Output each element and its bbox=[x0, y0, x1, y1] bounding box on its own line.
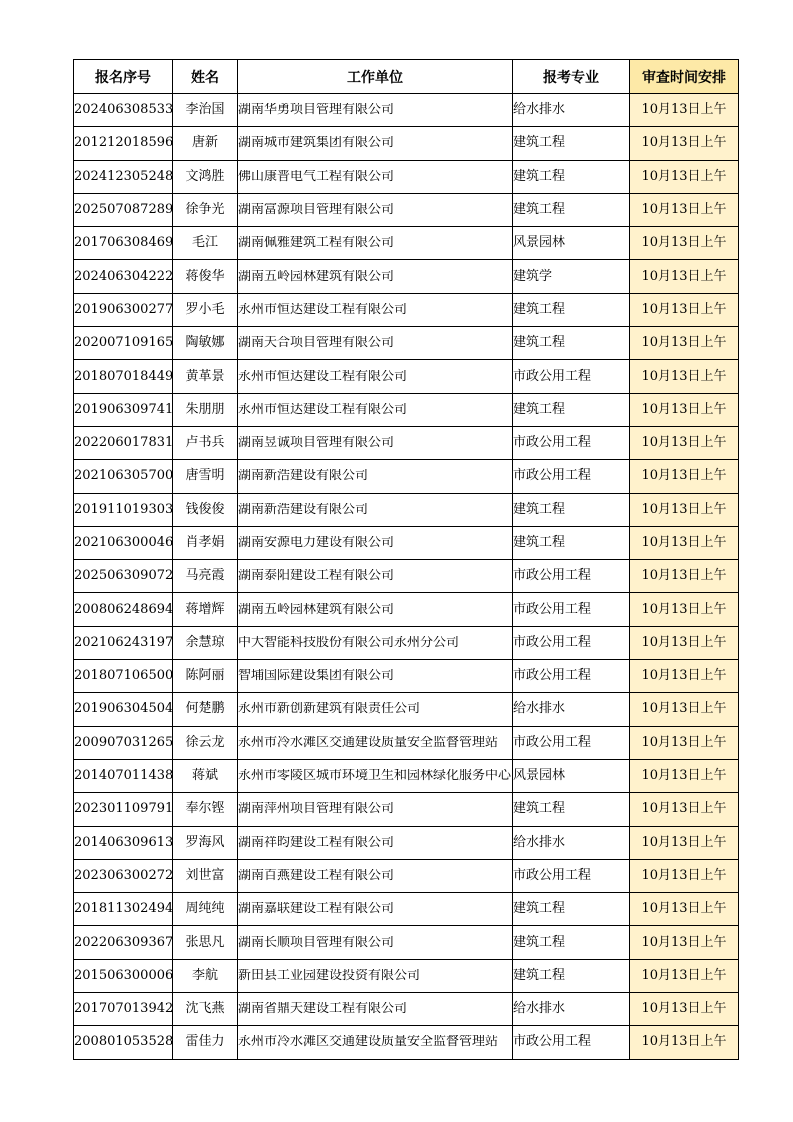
header-registration-no: 报名序号 bbox=[74, 60, 173, 94]
registration-no-cell: 202412305248 bbox=[74, 160, 173, 193]
work-unit-cell bbox=[238, 726, 513, 759]
table-row bbox=[74, 959, 739, 992]
work-unit-text: 湖南安源电力建设有限公司 bbox=[238, 536, 395, 550]
review-time-cell: 10月13日上午 bbox=[630, 926, 739, 959]
name-cell: 蒋增辉 bbox=[173, 593, 238, 626]
table-row bbox=[74, 426, 739, 459]
registration-no-cell: 201807106500 bbox=[74, 660, 173, 693]
major-cell: 给水排水 bbox=[513, 993, 630, 1026]
registration-no-cell: 202506309072 bbox=[74, 560, 173, 593]
major-cell: 市政公用工程 bbox=[513, 660, 630, 693]
major-cell: 给水排水 bbox=[513, 94, 630, 127]
table-header bbox=[74, 60, 739, 94]
major-cell: 市政公用工程 bbox=[513, 426, 630, 459]
review-time-cell: 10月13日上午 bbox=[630, 127, 739, 160]
table-row bbox=[74, 493, 739, 526]
work-unit-cell bbox=[238, 626, 513, 659]
name-cell: 黄革景 bbox=[173, 360, 238, 393]
work-unit-cell bbox=[238, 893, 513, 926]
name-cell: 雷佳力 bbox=[173, 1026, 238, 1059]
table-row bbox=[74, 227, 739, 260]
work-unit-cell bbox=[238, 759, 513, 792]
registration-no-cell: 201911019303 bbox=[74, 493, 173, 526]
table-row bbox=[74, 1026, 739, 1059]
registration-no-cell: 201811302494 bbox=[74, 893, 173, 926]
work-unit-text: 中大智能科技股份有限公司永州分公司 bbox=[238, 635, 460, 650]
work-unit-text: 永州市零陵区城市环境卫生和园林绿化服务中心 bbox=[238, 769, 512, 784]
header-review-time: 审查时间安排 bbox=[630, 60, 739, 94]
registration-no-cell: 202206309367 bbox=[74, 926, 173, 959]
table-row bbox=[74, 94, 739, 127]
table-row bbox=[74, 193, 739, 226]
major-cell: 市政公用工程 bbox=[513, 460, 630, 493]
registration-no-cell: 201407011438 bbox=[74, 759, 173, 792]
work-unit-cell bbox=[238, 260, 513, 293]
major-cell: 建筑工程 bbox=[513, 793, 630, 826]
work-unit-cell bbox=[238, 660, 513, 693]
work-unit-cell bbox=[238, 227, 513, 260]
table-row bbox=[74, 626, 739, 659]
review-time-cell: 10月13日上午 bbox=[630, 959, 739, 992]
table-row bbox=[74, 293, 739, 326]
name-cell: 张思凡 bbox=[173, 926, 238, 959]
table-row bbox=[74, 127, 739, 160]
name-cell: 朱朋朋 bbox=[173, 393, 238, 426]
name-cell: 钱俊俊 bbox=[173, 493, 238, 526]
work-unit-cell bbox=[238, 193, 513, 226]
review-time-cell: 10月13日上午 bbox=[630, 660, 739, 693]
header-major: 报考专业 bbox=[513, 60, 630, 94]
review-time-cell: 10月13日上午 bbox=[630, 626, 739, 659]
major-cell: 建筑工程 bbox=[513, 526, 630, 559]
work-unit-cell bbox=[238, 94, 513, 127]
name-cell: 唐新 bbox=[173, 127, 238, 160]
work-unit-text: 湖南嘉联建设工程有限公司 bbox=[238, 902, 395, 917]
work-unit-cell bbox=[238, 859, 513, 892]
work-unit-cell bbox=[238, 593, 513, 626]
work-unit-cell bbox=[238, 693, 513, 726]
registration-no-cell: 200806248694 bbox=[74, 593, 173, 626]
table-row bbox=[74, 660, 739, 693]
review-time-cell: 10月13日上午 bbox=[630, 426, 739, 459]
work-unit-cell bbox=[238, 327, 513, 360]
review-time-cell: 10月13日上午 bbox=[630, 460, 739, 493]
registration-no-cell: 201807018449 bbox=[74, 360, 173, 393]
work-unit-text: 湖南百燕建设工程有限公司 bbox=[238, 868, 395, 883]
major-cell: 建筑工程 bbox=[513, 893, 630, 926]
major-cell: 建筑工程 bbox=[513, 327, 630, 360]
table-row bbox=[74, 993, 739, 1026]
work-unit-text: 湖南泰阳建设工程有限公司 bbox=[238, 569, 395, 584]
name-cell: 刘世富 bbox=[173, 859, 238, 892]
table-row bbox=[74, 327, 739, 360]
work-unit-cell bbox=[238, 360, 513, 393]
registration-no-cell: 201707013942 bbox=[74, 993, 173, 1026]
header-work-unit: 工作单位 bbox=[238, 60, 513, 94]
major-cell: 市政公用工程 bbox=[513, 560, 630, 593]
major-cell: 建筑学 bbox=[513, 260, 630, 293]
work-unit-text: 永州市冷水滩区交通建设质量安全监督管理站 bbox=[238, 735, 499, 750]
work-unit-cell bbox=[238, 493, 513, 526]
name-cell: 卢书兵 bbox=[173, 426, 238, 459]
table-body bbox=[74, 94, 739, 1060]
work-unit-text: 佛山康晋电气工程有限公司 bbox=[238, 169, 395, 184]
name-cell: 罗海风 bbox=[173, 826, 238, 859]
major-cell: 市政公用工程 bbox=[513, 593, 630, 626]
work-unit-text: 湖南华勇项目管理有限公司 bbox=[238, 103, 395, 118]
review-time-cell: 10月13日上午 bbox=[630, 993, 739, 1026]
review-time-cell: 10月13日上午 bbox=[630, 859, 739, 892]
table-row bbox=[74, 360, 739, 393]
name-cell: 蒋斌 bbox=[173, 759, 238, 792]
work-unit-cell bbox=[238, 793, 513, 826]
work-unit-cell bbox=[238, 959, 513, 992]
name-cell: 李航 bbox=[173, 959, 238, 992]
table-row bbox=[74, 759, 739, 792]
work-unit-cell bbox=[238, 526, 513, 559]
major-cell: 市政公用工程 bbox=[513, 859, 630, 892]
registration-no-cell: 201906300277 bbox=[74, 293, 173, 326]
review-time-cell: 10月13日上午 bbox=[630, 793, 739, 826]
work-unit-text: 湖南萍州项目管理有限公司 bbox=[238, 802, 395, 817]
review-time-cell: 10月13日上午 bbox=[630, 1026, 739, 1059]
review-time-cell: 10月13日上午 bbox=[630, 94, 739, 127]
work-unit-text: 湖南富源项目管理有限公司 bbox=[238, 203, 395, 218]
major-cell: 市政公用工程 bbox=[513, 726, 630, 759]
review-time-cell: 10月13日上午 bbox=[630, 560, 739, 593]
work-unit-cell bbox=[238, 426, 513, 459]
work-unit-text: 湖南五岭园林建筑有限公司 bbox=[238, 602, 395, 617]
registration-no-cell: 201706308469 bbox=[74, 227, 173, 260]
registration-no-cell: 202406308533 bbox=[74, 94, 173, 127]
work-unit-text: 湖南长顺项目管理有限公司 bbox=[238, 935, 395, 950]
review-schedule-table bbox=[73, 59, 739, 1060]
registration-no-cell: 201906304504 bbox=[74, 693, 173, 726]
work-unit-cell bbox=[238, 393, 513, 426]
table-row bbox=[74, 160, 739, 193]
registration-no-cell: 202007109165 bbox=[74, 327, 173, 360]
registration-no-cell: 202206017831 bbox=[74, 426, 173, 459]
major-cell: 建筑工程 bbox=[513, 160, 630, 193]
review-time-cell: 10月13日上午 bbox=[630, 526, 739, 559]
review-time-cell: 10月13日上午 bbox=[630, 393, 739, 426]
name-cell: 沈飞燕 bbox=[173, 993, 238, 1026]
work-unit-cell bbox=[238, 560, 513, 593]
table-row bbox=[74, 526, 739, 559]
major-cell: 市政公用工程 bbox=[513, 626, 630, 659]
name-cell: 周纯纯 bbox=[173, 893, 238, 926]
name-cell: 罗小毛 bbox=[173, 293, 238, 326]
review-time-cell: 10月13日上午 bbox=[630, 327, 739, 360]
work-unit-cell bbox=[238, 1026, 513, 1059]
major-cell: 风景园林 bbox=[513, 759, 630, 792]
name-cell: 陶敏娜 bbox=[173, 327, 238, 360]
review-time-cell: 10月13日上午 bbox=[630, 160, 739, 193]
registration-no-cell: 202106300046 bbox=[74, 526, 173, 559]
registration-no-cell: 202406304222 bbox=[74, 260, 173, 293]
table-row bbox=[74, 260, 739, 293]
work-unit-text: 永州市冷水滩区交通建设质量安全监督管理站 bbox=[238, 1035, 499, 1050]
work-unit-cell bbox=[238, 993, 513, 1026]
work-unit-text: 新田县工业园建设投资有限公司 bbox=[238, 968, 421, 983]
work-unit-text: 湖南省鼎天建设工程有限公司 bbox=[238, 1002, 408, 1017]
major-cell: 建筑工程 bbox=[513, 127, 630, 160]
name-cell: 马亮霞 bbox=[173, 560, 238, 593]
major-cell: 市政公用工程 bbox=[513, 1026, 630, 1059]
work-unit-text: 湖南天合项目管理有限公司 bbox=[238, 336, 395, 351]
review-time-cell: 10月13日上午 bbox=[630, 360, 739, 393]
registration-no-cell: 201506300006 bbox=[74, 959, 173, 992]
work-unit-text: 永州市恒达建设工程有限公司 bbox=[238, 402, 408, 417]
major-cell: 建筑工程 bbox=[513, 393, 630, 426]
name-cell: 何楚鹏 bbox=[173, 693, 238, 726]
review-time-cell: 10月13日上午 bbox=[630, 260, 739, 293]
table-row bbox=[74, 826, 739, 859]
table-row bbox=[74, 859, 739, 892]
review-time-cell: 10月13日上午 bbox=[630, 826, 739, 859]
registration-no-cell: 202106305700 bbox=[74, 460, 173, 493]
registration-no-cell: 201406309613 bbox=[74, 826, 173, 859]
work-unit-cell bbox=[238, 127, 513, 160]
major-cell: 市政公用工程 bbox=[513, 360, 630, 393]
review-time-cell: 10月13日上午 bbox=[630, 726, 739, 759]
table-row bbox=[74, 593, 739, 626]
work-unit-text: 湖南昱诚项目管理有限公司 bbox=[238, 436, 395, 451]
work-unit-text: 湖南佩雅建筑工程有限公司 bbox=[238, 236, 395, 251]
name-cell: 余慧琼 bbox=[173, 626, 238, 659]
review-time-cell: 10月13日上午 bbox=[630, 593, 739, 626]
registration-no-cell: 201906309741 bbox=[74, 393, 173, 426]
name-cell: 肖孝娟 bbox=[173, 526, 238, 559]
work-unit-text: 永州市恒达建设工程有限公司 bbox=[238, 369, 408, 384]
review-time-cell: 10月13日上午 bbox=[630, 893, 739, 926]
registration-no-cell: 202507087289 bbox=[74, 193, 173, 226]
registration-no-cell: 201212018596 bbox=[74, 127, 173, 160]
work-unit-text: 湖南五岭园林建筑有限公司 bbox=[238, 269, 395, 284]
name-cell: 陈阿丽 bbox=[173, 660, 238, 693]
work-unit-text: 智埔国际建设集团有限公司 bbox=[238, 669, 395, 684]
work-unit-text: 湖南城市建筑集团有限公司 bbox=[238, 136, 395, 151]
work-unit-text: 永州市新创新建筑有限责任公司 bbox=[238, 702, 421, 717]
registration-no-cell: 200907031265 bbox=[74, 726, 173, 759]
major-cell: 建筑工程 bbox=[513, 926, 630, 959]
name-cell: 唐雪明 bbox=[173, 460, 238, 493]
header-name: 姓名 bbox=[173, 60, 238, 94]
work-unit-cell bbox=[238, 293, 513, 326]
name-cell: 毛江 bbox=[173, 227, 238, 260]
review-time-cell: 10月13日上午 bbox=[630, 759, 739, 792]
major-cell: 给水排水 bbox=[513, 693, 630, 726]
name-cell: 蒋俊华 bbox=[173, 260, 238, 293]
table-row bbox=[74, 793, 739, 826]
header-row bbox=[74, 60, 739, 94]
work-unit-cell bbox=[238, 460, 513, 493]
work-unit-cell bbox=[238, 926, 513, 959]
name-cell: 文鸿胜 bbox=[173, 160, 238, 193]
major-cell: 建筑工程 bbox=[513, 293, 630, 326]
table-row bbox=[74, 460, 739, 493]
table-row bbox=[74, 926, 739, 959]
major-cell: 建筑工程 bbox=[513, 493, 630, 526]
registration-no-cell: 200801053528 bbox=[74, 1026, 173, 1059]
registration-no-cell: 202106243197 bbox=[74, 626, 173, 659]
review-time-cell: 10月13日上午 bbox=[630, 227, 739, 260]
review-time-cell: 10月13日上午 bbox=[630, 493, 739, 526]
name-cell: 奉尔铿 bbox=[173, 793, 238, 826]
work-unit-text: 湖南新浩建设有限公司 bbox=[238, 502, 369, 517]
review-time-cell: 10月13日上午 bbox=[630, 293, 739, 326]
work-unit-text: 永州市恒达建设工程有限公司 bbox=[238, 302, 408, 317]
table-row bbox=[74, 693, 739, 726]
name-cell: 李治国 bbox=[173, 94, 238, 127]
table-row bbox=[74, 893, 739, 926]
major-cell: 建筑工程 bbox=[513, 193, 630, 226]
work-unit-cell bbox=[238, 160, 513, 193]
name-cell: 徐争光 bbox=[173, 193, 238, 226]
table-row bbox=[74, 393, 739, 426]
review-time-cell: 10月13日上午 bbox=[630, 193, 739, 226]
name-cell: 徐云龙 bbox=[173, 726, 238, 759]
registration-no-cell: 202301109791 bbox=[74, 793, 173, 826]
table-row bbox=[74, 726, 739, 759]
work-unit-text: 湖南新浩建设有限公司 bbox=[238, 469, 369, 484]
registration-no-cell: 202306300272 bbox=[74, 859, 173, 892]
review-time-cell: 10月13日上午 bbox=[630, 693, 739, 726]
table-row bbox=[74, 560, 739, 593]
work-unit-cell bbox=[238, 826, 513, 859]
major-cell: 风景园林 bbox=[513, 227, 630, 260]
work-unit-text: 湖南祥昀建设工程有限公司 bbox=[238, 835, 395, 850]
major-cell: 建筑工程 bbox=[513, 959, 630, 992]
major-cell: 给水排水 bbox=[513, 826, 630, 859]
